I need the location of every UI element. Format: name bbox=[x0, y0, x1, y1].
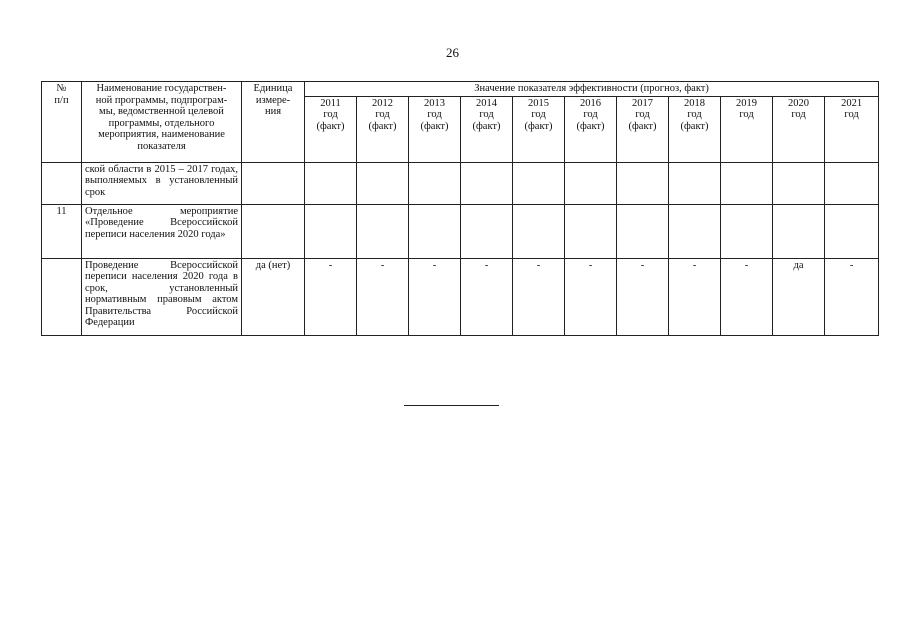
row-name: Отдельное мероприятие «Проведение Всероссийской переписи населения 2020 года» bbox=[82, 204, 242, 258]
header-name: Наименование государствен- ной программы, подпрограм- мы, ведомственной целевой программы, отдельного мероприятия, наименование показателя bbox=[82, 82, 242, 163]
row-value bbox=[305, 204, 357, 258]
row-unit: да (нет) bbox=[242, 258, 305, 335]
row-value bbox=[357, 204, 409, 258]
header-year: 2013 год (факт) bbox=[409, 96, 461, 162]
row-value: - bbox=[721, 258, 773, 335]
row-value: - bbox=[565, 258, 617, 335]
header-year: 2011 год (факт) bbox=[305, 96, 357, 162]
header-unit: Единица измере- ния bbox=[242, 82, 305, 163]
row-value: - bbox=[617, 258, 669, 335]
row-value: да bbox=[773, 258, 825, 335]
row-value bbox=[357, 162, 409, 204]
indicator-table bbox=[41, 81, 879, 336]
header-year: 2015 год (факт) bbox=[513, 96, 565, 162]
row-value bbox=[825, 204, 879, 258]
header-row bbox=[42, 82, 879, 97]
row-value: - bbox=[669, 258, 721, 335]
row-value bbox=[721, 204, 773, 258]
row-value bbox=[461, 162, 513, 204]
row-value bbox=[513, 204, 565, 258]
page-number: 26 bbox=[446, 45, 459, 60]
header-year: 2017 год (факт) bbox=[617, 96, 669, 162]
row-num: 11 bbox=[42, 204, 82, 258]
row-value bbox=[565, 204, 617, 258]
row-value: - bbox=[825, 258, 879, 335]
header-group: Значение показателя эффективности (прогноз, факт) bbox=[305, 82, 879, 97]
header-year: 2014 год (факт) bbox=[461, 96, 513, 162]
separator-line bbox=[404, 405, 499, 406]
header-year: 2021 год bbox=[825, 96, 879, 162]
row-value bbox=[513, 162, 565, 204]
row-unit bbox=[242, 204, 305, 258]
row-value bbox=[721, 162, 773, 204]
header-num: № п/п bbox=[42, 82, 82, 163]
row-num bbox=[42, 162, 82, 204]
row-name: Проведение Всероссийской переписи населения 2020 года в срок, установленный нормативным правовым актом Правительства Российской Федерации bbox=[82, 258, 242, 335]
row-unit bbox=[242, 162, 305, 204]
row-value: - bbox=[305, 258, 357, 335]
header-year: 2020 год bbox=[773, 96, 825, 162]
row-value: - bbox=[461, 258, 513, 335]
row-value bbox=[305, 162, 357, 204]
row-value bbox=[773, 162, 825, 204]
row-value bbox=[461, 204, 513, 258]
table-row bbox=[42, 204, 879, 258]
header-year: 2012 год (факт) bbox=[357, 96, 409, 162]
header-year: 2019 год bbox=[721, 96, 773, 162]
row-value bbox=[669, 162, 721, 204]
row-value bbox=[409, 162, 461, 204]
table-row bbox=[42, 258, 879, 335]
row-value: - bbox=[409, 258, 461, 335]
row-value bbox=[409, 204, 461, 258]
table-row bbox=[42, 162, 879, 204]
row-value bbox=[565, 162, 617, 204]
row-value: - bbox=[357, 258, 409, 335]
row-value bbox=[617, 162, 669, 204]
row-value bbox=[669, 204, 721, 258]
row-value bbox=[773, 204, 825, 258]
row-value: - bbox=[513, 258, 565, 335]
row-name: ской области в 2015 – 2017 годах, выполняемых в установленный срок bbox=[82, 162, 242, 204]
header-year: 2018 год (факт) bbox=[669, 96, 721, 162]
row-num bbox=[42, 258, 82, 335]
row-value bbox=[825, 162, 879, 204]
header-year: 2016 год (факт) bbox=[565, 96, 617, 162]
row-value bbox=[617, 204, 669, 258]
